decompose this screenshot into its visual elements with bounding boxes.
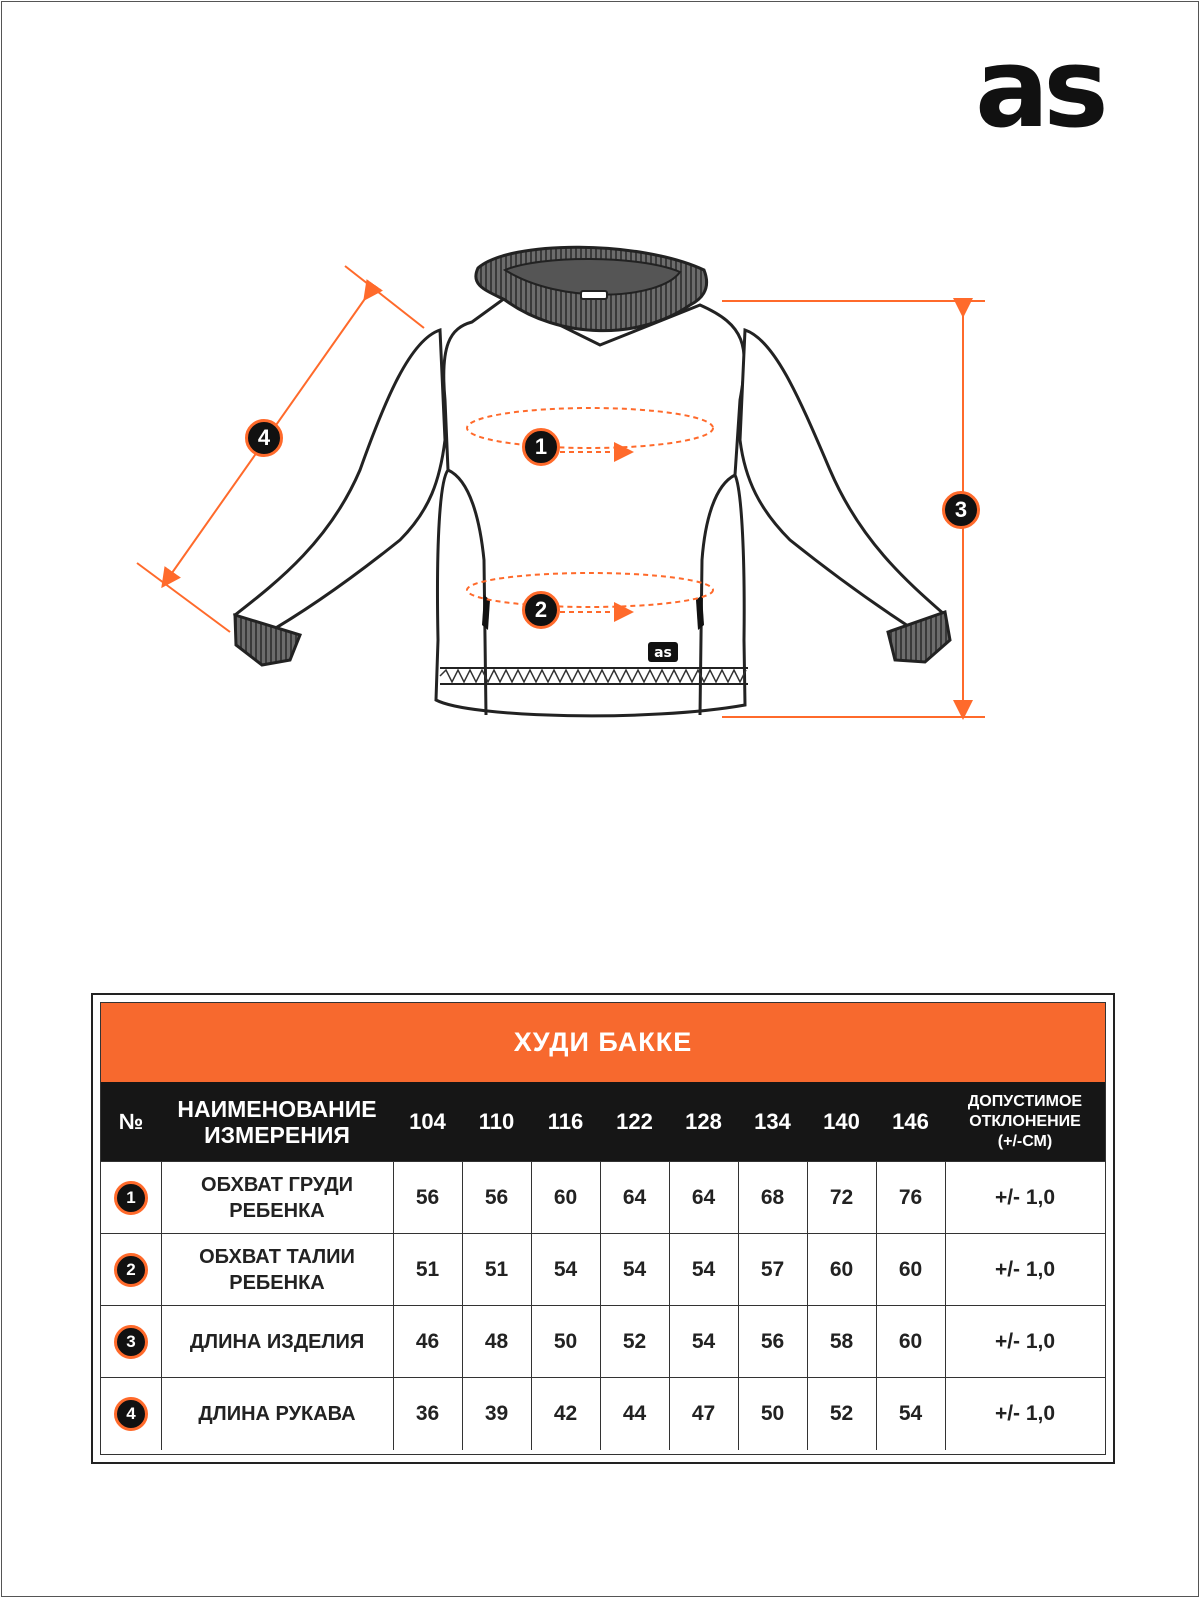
header-size-116: 116: [547, 1108, 584, 1134]
brand-logo-text: as: [975, 46, 1103, 136]
left-sleeve: [235, 330, 445, 640]
value-cell: 76: [898, 1186, 923, 1209]
header-number: №: [118, 1108, 144, 1134]
size-table-inner: [100, 1002, 1106, 1455]
value-cell: 36: [415, 1402, 440, 1425]
header-tolerance-line2: ОТКЛОНЕНИЕ: [969, 1112, 1081, 1130]
row-name-line1: ДЛИНА РУКАВА: [198, 1403, 356, 1425]
size-table: [91, 993, 1115, 1464]
table-row: [101, 1377, 1105, 1450]
row-name-line2: РЕБЕНКА: [229, 1200, 325, 1222]
tolerance-cell: +/- 1,0: [994, 1186, 1056, 1209]
value-cell: 48: [484, 1330, 509, 1353]
value-cell: 46: [415, 1330, 440, 1353]
row-name-line1: ДЛИНА ИЗДЕЛИЯ: [189, 1331, 365, 1353]
row-number-badge: 3: [114, 1325, 148, 1359]
value-cell: 58: [829, 1330, 854, 1353]
hoodie-diagram: [0, 230, 1200, 750]
header-size-134: 134: [754, 1108, 791, 1134]
table-title: ХУДИ БАККЕ: [101, 1003, 1105, 1082]
header-measurement-name: [161, 1082, 393, 1161]
row-name: [161, 1234, 393, 1306]
row-name-line1: ОБХВАТ ГРУДИ: [201, 1174, 353, 1196]
header-size-140: 140: [823, 1108, 860, 1134]
right-sleeve: [740, 330, 945, 640]
row-number-cell: [101, 1162, 161, 1234]
value-cell: 64: [691, 1186, 716, 1209]
value-cell: 60: [829, 1258, 854, 1281]
marker-chest: 1: [522, 428, 560, 466]
value-cell: 56: [484, 1186, 509, 1209]
row-number-badge: 4: [114, 1397, 148, 1431]
value-cell: 54: [691, 1258, 716, 1281]
row-name: [161, 1306, 393, 1378]
value-cell: 52: [622, 1330, 647, 1353]
row-name: [161, 1378, 393, 1450]
header-tolerance-line3: (+/-СМ): [997, 1132, 1053, 1150]
value-cell: 57: [760, 1258, 785, 1281]
header-tolerance: [945, 1082, 1105, 1161]
value-cell: 51: [415, 1258, 440, 1281]
value-cell: 44: [622, 1402, 647, 1425]
value-cell: 60: [553, 1186, 578, 1209]
row-name: [161, 1162, 393, 1234]
value-cell: 56: [760, 1330, 785, 1353]
value-cell: 64: [622, 1186, 647, 1209]
marker-waist: 2: [522, 591, 560, 629]
header-size-128: 128: [685, 1108, 722, 1134]
table-row: [101, 1233, 1105, 1306]
value-cell: 39: [484, 1402, 509, 1425]
tolerance-cell: +/- 1,0: [994, 1330, 1056, 1353]
row-number-badge: 2: [114, 1253, 148, 1287]
header-size-122: 122: [616, 1108, 653, 1134]
value-cell: 52: [829, 1402, 854, 1425]
hoodie-body: [436, 298, 745, 716]
value-cell: 72: [829, 1186, 854, 1209]
value-cell: 54: [622, 1258, 647, 1281]
value-cell: 50: [760, 1402, 785, 1425]
value-cell: 60: [898, 1258, 923, 1281]
tolerance-cell: +/- 1,0: [994, 1402, 1056, 1425]
value-cell: 42: [553, 1402, 578, 1425]
value-cell: 68: [760, 1186, 785, 1209]
header-size-104: 104: [409, 1108, 446, 1134]
header-size-146: 146: [892, 1108, 929, 1134]
table-row: [101, 1161, 1105, 1234]
row-number-cell: [101, 1234, 161, 1306]
value-cell: 54: [898, 1402, 923, 1425]
value-cell: 54: [691, 1330, 716, 1353]
header-tolerance-line1: ДОПУСТИМОЕ: [967, 1092, 1083, 1110]
value-cell: 50: [553, 1330, 578, 1353]
header-size-110: 110: [478, 1108, 515, 1134]
table-header-row: [101, 1082, 1105, 1161]
value-cell: 54: [553, 1258, 578, 1281]
hoodie-logo-patch: as: [654, 645, 672, 661]
value-cell: 56: [415, 1186, 440, 1209]
row-number-badge: 1: [114, 1181, 148, 1215]
hoodie-sketch: [0, 230, 1200, 750]
row-name-line2: РЕБЕНКА: [229, 1272, 325, 1294]
marker-sleeve: 4: [245, 419, 283, 457]
row-number-cell: [101, 1378, 161, 1450]
value-cell: 60: [898, 1330, 923, 1353]
marker-length: 3: [942, 491, 980, 529]
value-cell: 51: [484, 1258, 509, 1281]
brand-logo: [975, 46, 1145, 136]
value-cell: 47: [691, 1402, 716, 1425]
row-number-cell: [101, 1306, 161, 1378]
header-name-line2: ИЗМЕРЕНИЯ: [204, 1121, 350, 1148]
table-row: [101, 1305, 1105, 1378]
row-name-line1: ОБХВАТ ТАЛИИ: [199, 1246, 355, 1268]
header-name-line1: НАИМЕНОВАНИЕ: [177, 1095, 377, 1122]
tolerance-cell: +/- 1,0: [994, 1258, 1056, 1281]
